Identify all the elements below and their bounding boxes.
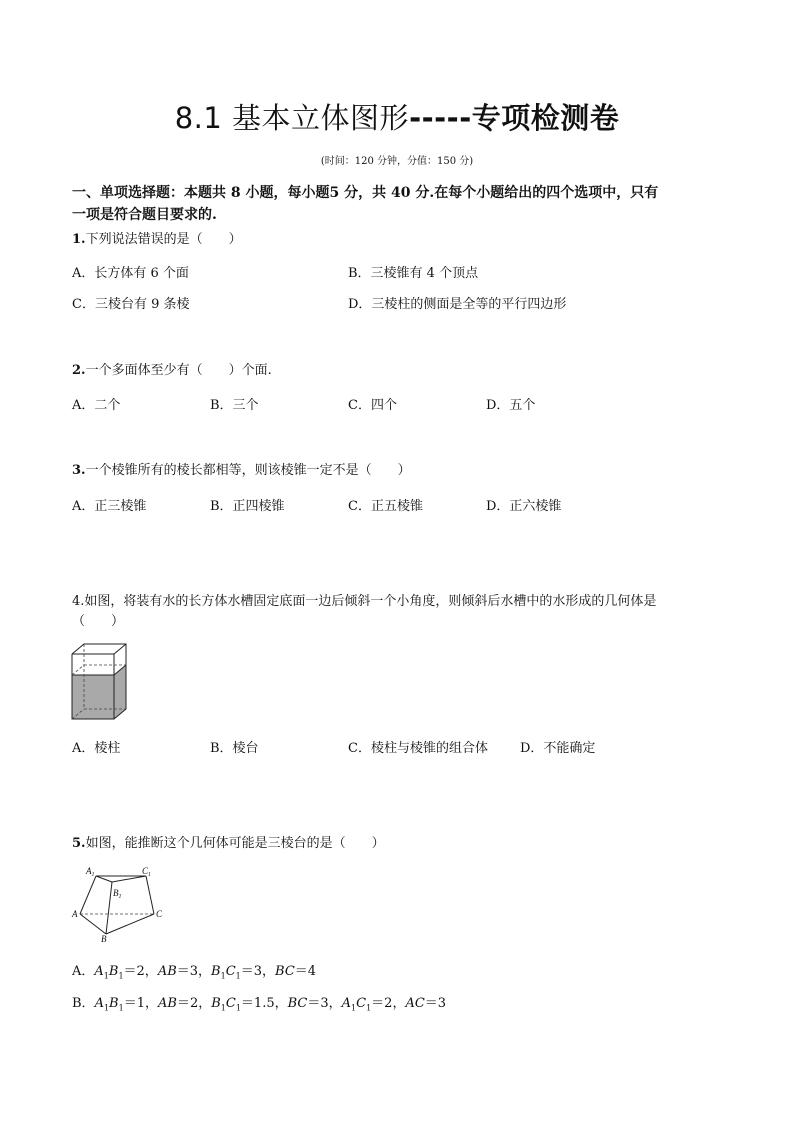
q1-option-d: D．三棱柱的侧面是全等的平行四边形	[348, 297, 567, 312]
label-A1: $A_1$	[86, 866, 95, 878]
q5-option-a: A．$A_1B_1=2$，AB＝3，$B_1C_1=3$，BC＝4	[72, 964, 317, 981]
water-tank-figure	[70, 642, 130, 724]
q2-option-b: B．三个	[210, 398, 259, 413]
q1-option-a: A．长方体有 6 个面	[72, 266, 189, 281]
question-stem: 如图，能推断这个几何体可能是三棱台的是（ ）	[85, 836, 385, 851]
question-5	[72, 832, 385, 851]
question-number: 1.	[72, 232, 86, 247]
question-stem: 下列说法错误的是（ ）	[85, 232, 242, 247]
question-4	[72, 590, 656, 609]
section-heading-line2: 一项是符合题目要求的.	[72, 207, 217, 223]
label-B: B	[101, 934, 107, 944]
question-1	[72, 228, 242, 247]
title-main: 8.1 基本立体图形	[174, 101, 410, 135]
q2-option-c: C．四个	[348, 398, 397, 413]
title-tail: 专项检测卷	[471, 101, 620, 135]
question-4-stem-continued: （ ）	[72, 614, 125, 629]
exam-info: (时间：120 分钟，分值：150 分)	[320, 156, 474, 167]
q4-option-a: A．棱柱	[72, 741, 121, 756]
section-heading-line1: 一、单项选择题：本题共 8 小题，每小题5 分，共 40 分.在每个小题给出的四个选项中，只有	[72, 185, 659, 201]
label-A: A	[72, 909, 78, 919]
q3-option-c: C．正五棱锥	[348, 499, 423, 514]
q2-option-d: D．五个	[486, 398, 536, 413]
q4-option-c: C．棱柱与棱锥的组合体	[348, 741, 488, 756]
title-dashes: -----	[409, 101, 472, 135]
label-C: C	[156, 909, 163, 919]
q5-option-b: B．$A_1B_1=1$，AB＝2，$B_1C_1=1.5$，BC＝3，$A_1C_1=2$，AC＝3	[72, 996, 447, 1013]
question-2	[72, 359, 272, 378]
label-B1: $B_1$	[113, 888, 122, 900]
q3-option-b: B．正四棱锥	[210, 499, 285, 514]
page-title	[0, 96, 794, 137]
question-stem: 一个多面体至少有（ ）个面.	[85, 363, 272, 378]
question-number: 4.	[72, 594, 85, 609]
q1-option-b: B．三棱锥有 4 个顶点	[348, 266, 479, 281]
q3-option-d: D．正六棱锥	[486, 499, 562, 514]
q3-option-a: A．正三棱锥	[72, 499, 147, 514]
question-stem: 一个棱锥所有的棱长都相等，则该棱锥一定不是（ ）	[85, 463, 411, 478]
frustum-figure	[70, 862, 170, 944]
q4-option-b: B．棱台	[210, 741, 259, 756]
q4-option-d: D．不能确定	[520, 741, 596, 756]
question-number: 3.	[72, 463, 86, 478]
label-C1: $C_1$	[142, 866, 152, 878]
q2-option-a: A．二个	[72, 398, 121, 413]
q1-option-c: C．三棱台有 9 条棱	[72, 297, 190, 312]
question-stem: 如图，将装有水的长方体水槽固定底面一边后倾斜一个小角度，则倾斜后水槽中的水形成的几何体是	[84, 594, 657, 609]
question-3	[72, 459, 411, 478]
question-number: 5.	[72, 836, 86, 851]
question-number: 2.	[72, 363, 86, 378]
